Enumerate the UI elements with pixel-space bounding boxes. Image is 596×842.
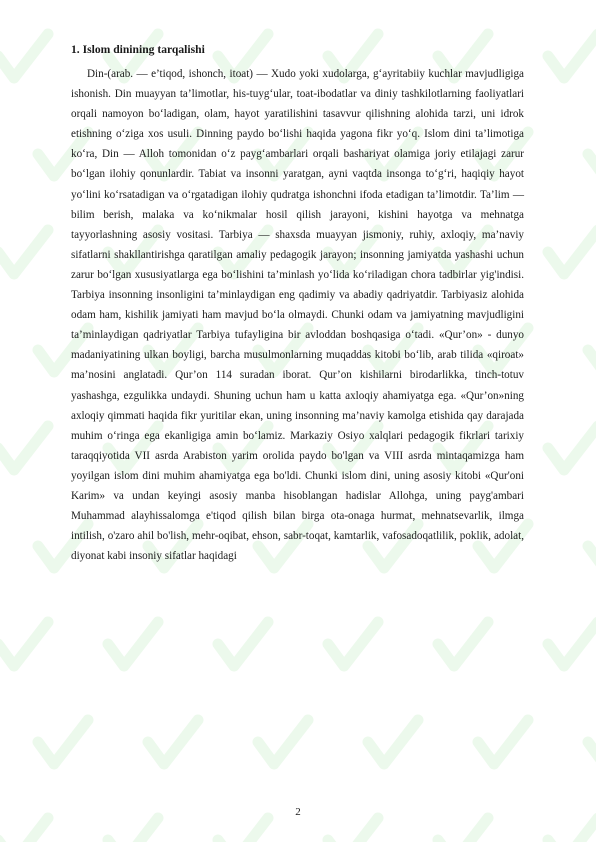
watermark-check-icon [548, 230, 596, 274]
watermark-check-icon [218, 622, 268, 666]
watermark-check-icon [328, 818, 378, 842]
watermark-check-icon [368, 720, 418, 764]
document-content [71, 40, 524, 566]
watermark-check-icon [548, 622, 596, 666]
watermark-check-icon [258, 720, 308, 764]
watermark-check-icon [548, 34, 596, 78]
watermark-check-icon [38, 720, 88, 764]
watermark-check-icon [108, 622, 158, 666]
page-number: 2 [295, 806, 301, 818]
watermark-check-icon [588, 524, 596, 568]
watermark-check-icon [0, 426, 48, 470]
watermark-check-icon [438, 818, 488, 842]
watermark-check-icon [108, 818, 158, 842]
watermark-check-icon [588, 328, 596, 372]
watermark-check-icon [478, 720, 528, 764]
watermark-check-icon [0, 818, 48, 842]
watermark-check-icon [588, 132, 596, 176]
watermark-check-icon [548, 426, 596, 470]
watermark-check-icon [0, 622, 48, 666]
watermark-check-icon [588, 720, 596, 764]
watermark-check-icon [328, 622, 378, 666]
watermark-check-icon [438, 622, 488, 666]
watermark-check-icon [0, 34, 48, 78]
watermark-check-icon [0, 230, 48, 274]
watermark-check-icon [218, 818, 268, 842]
watermark-check-icon [548, 818, 596, 842]
section-heading: 1. Islom dinining tarqalishi [71, 43, 205, 56]
watermark-check-icon [148, 720, 198, 764]
body-paragraph: Din-(arab. — e’tiqod, ishonch, itoat) — Xudo yoki xudolarga, g‘ayritabiiy kuchlar mavjudligiga ishonish. Din muayyan ta’limotlar, his-tuyg‘ular, toat-ibodatlar va diniy tashkilotlarning faoliyatlari orqali namoyon bo‘ladigan, olam, hayot yaratilishini tasavvur qilishning alohida tarzi, uni idrok etishning o‘ziga xos usuli. Dinning paydo bo‘lishi haqida yagona fikr yo‘q. Islom dini ta’limotiga ko‘ra, Din — Alloh tomonidan o‘z payg‘ambarlari orqali bashariyat olamiga joriy etilajagi zarur bo‘lgan ilohiy qonunlardir. Tabiat va insonni yaratgan, ayni vaqtda insonga to‘g‘ri, haqiqiy hayot yo‘lini ko‘rsatadigan va o‘rgatadigan ilohiy qudratga ishonchni ifoda etadigan ta’limotdir. Ta’lim — bilim berish, malaka va ko‘nikmalar hosil qilish jarayoni, kishini hayotga va mehnatga tayyorlashning asosiy vositasi. Tarbiya — shaxsda muayyan jismoniy, ruhiy, axloqiy, ma’naviy sifatlarni shakllantirishga qaratilgan amaliy pedagogik jarayon; insonning jamiyatda yashashi uchun zarur bo‘lgan xususiyatlarga ega bo‘lishini ta’minlash yo‘lida ko‘riladigan chora tadbirlar yig'indisi. Tarbiya insonning insonligini ta’minlaydigan eng qadimiy va abadiy qadriyatdir. Tarbiyasiz alohida odam ham, kishilik jamiyati ham mavjud bo‘la olmaydi. Chunki odam va jamiyatning mavjudligini ta’minlaydigan qadriyatlar Tarbiya tufayligina bir avloddan boshqasiga o‘tadi. «Qur’on» - dunyo madaniyatining ulkan boyligi, barcha musulmonlarning muqaddas kitobi bo‘lib, arab tilida «qiroat» ma’nosini anglatadi. Qur’on 114 suradan iborat. Qur’on kishilarni birodarlikka, tinch-totuv yashashga, ezgulikka undaydi. Shuning uchun ham u katta axloqiy ahamiyatga ega. «Qur’on»ning axloqiy qimmati haqida fikr yuritilar ekan, uning insonning ma’naviy kamolga etishida qay darajada muhim o‘ringa ega ekanligiga amin bo‘lamiz. Markaziy Osiyo xalqlari pedagogik fikrlari tarixiy taraqqiyotida VII asrda Arabiston yarim orolida paydo bo'lgan va VIII asrda mintaqamizga ham yoyilgan islom dini muhim ahamiyatga ega bo'ldi. Chunki islom dini, uning asosiy kitobi «Qur'oni Karim» va undan keyingi asosiy manba hisoblangan hadislar Allohga, uning payg'ambari Muhammad alayhissalomga e'tiqod qilish bilan birga ota-onaga hurmat, mehnatsevarlik, ilmga intilish, o'zaro ahil bo'lish, mehr-oqibat, ehson, sabr-toqat, kamtarlik, vafosadoqatlilik, poklik, adolat, diyonat kabi insoniy sifatlar haqidagi [71, 68, 524, 563]
